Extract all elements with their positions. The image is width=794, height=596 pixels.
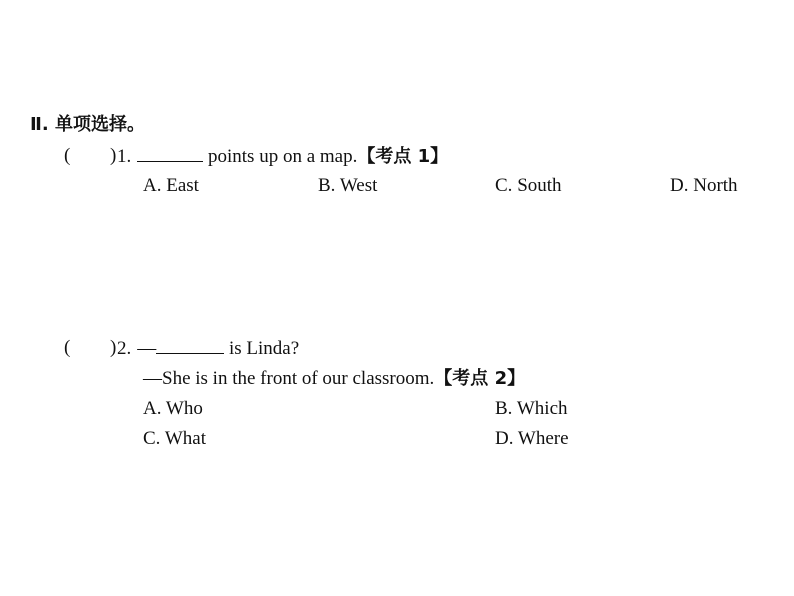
option-text: South	[517, 175, 562, 196]
option-c	[495, 176, 562, 195]
option-a	[143, 399, 203, 418]
option-letter: D.	[670, 175, 689, 196]
knowledge-point-tag: 【考点 2】	[434, 368, 526, 389]
option-text: North	[693, 175, 738, 196]
answer-paren-close: )	[110, 337, 117, 358]
option-b	[318, 176, 377, 195]
answer-blank	[137, 146, 203, 162]
option-letter: D.	[495, 428, 514, 449]
section-heading	[30, 116, 145, 134]
question-number: 1.	[117, 146, 132, 167]
question-number: 2.	[117, 338, 132, 359]
option-b	[495, 399, 568, 418]
section-numeral: Ⅱ	[30, 114, 42, 135]
option-text: What	[164, 428, 207, 449]
option-letter: C.	[495, 175, 513, 196]
answer-blank	[156, 338, 224, 354]
question-stem	[117, 146, 448, 166]
answer-line	[143, 369, 525, 388]
question-stem	[117, 338, 299, 358]
section-title: . 单项选择。	[41, 114, 145, 135]
option-a	[143, 176, 199, 195]
question-text: is Linda?	[224, 338, 300, 359]
question-text: points up on a map.	[203, 146, 358, 167]
dialogue-dash: —	[137, 338, 157, 359]
option-letter: C.	[143, 428, 161, 449]
option-text: Who	[165, 398, 203, 419]
option-d	[495, 429, 569, 448]
option-letter: B.	[495, 398, 513, 419]
option-letter: A.	[143, 175, 162, 196]
option-letter: B.	[318, 175, 336, 196]
option-text: West	[339, 175, 378, 196]
option-text: Which	[516, 398, 568, 419]
answer-paren-close: )	[110, 145, 117, 166]
option-text: East	[166, 175, 199, 196]
option-letter: A.	[143, 398, 162, 419]
option-d	[670, 176, 738, 195]
option-text: Where	[517, 428, 569, 449]
knowledge-point-tag: 【考点 1】	[357, 146, 449, 167]
answer-paren-open: (	[64, 337, 71, 358]
option-c	[143, 429, 206, 448]
answer-paren-open: (	[64, 145, 71, 166]
answer-text: —She is in the front of our classroom.	[143, 368, 435, 389]
